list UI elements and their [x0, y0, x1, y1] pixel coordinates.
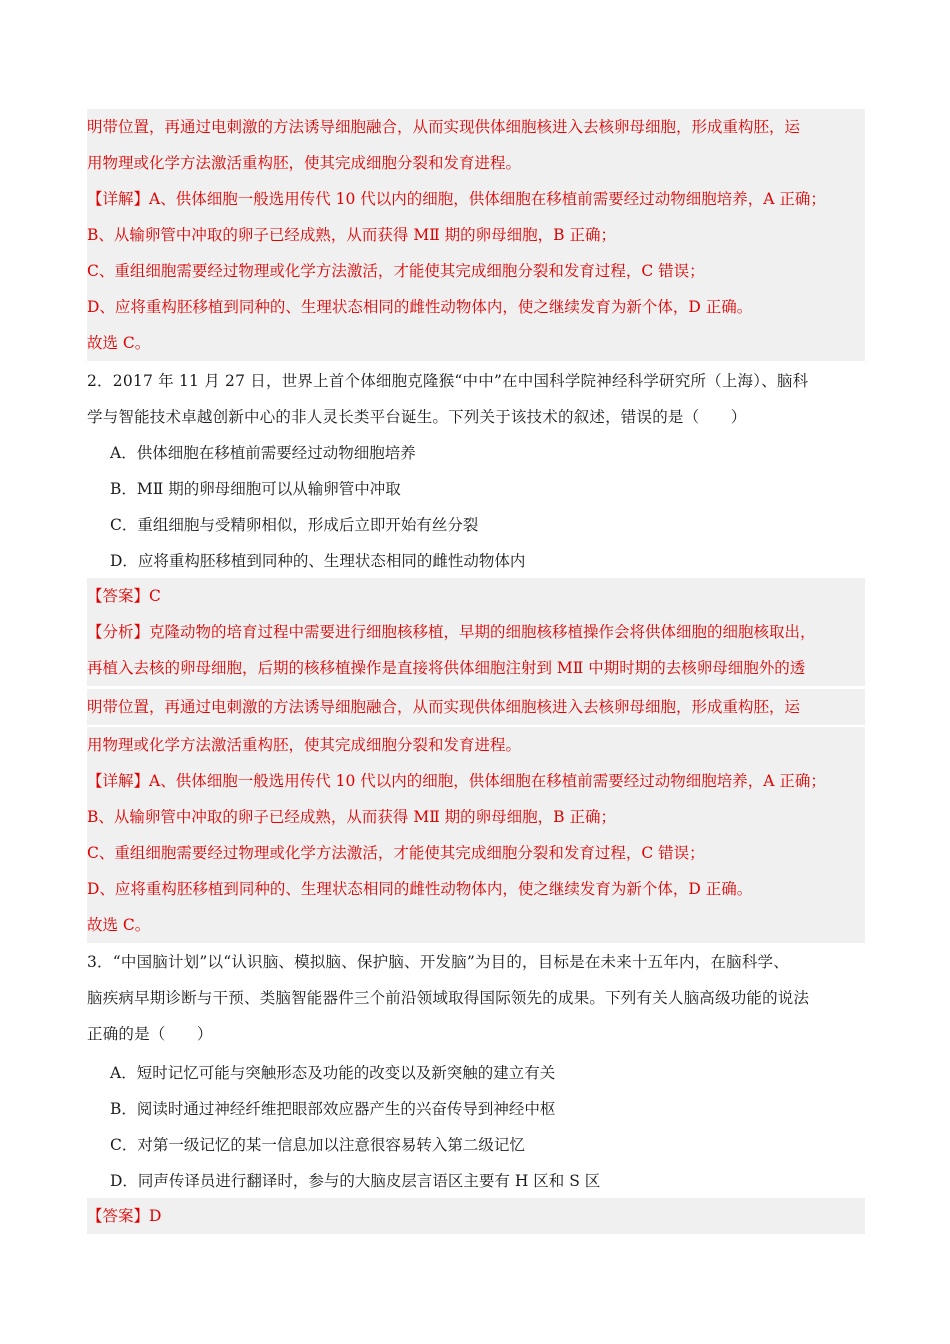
analysis-line: 再植入去核的卵母细胞，后期的核移植操作是直接将供体细胞注射到 MⅡ 中期时期的去核卵母细胞外的透: [87, 650, 865, 686]
analysis-line: 用物理或化学方法激活重构胚，使其完成细胞分裂和发育进程。: [87, 145, 865, 181]
detail-line: C、重组细胞需要经过物理或化学方法激活，才能使其完成细胞分裂和发育过程，C 错误；: [87, 835, 865, 871]
question-stem-line: 学与智能技术卓越创新中心的非人灵长类平台诞生。下列关于该技术的叙述，错误的是（ ）: [87, 408, 747, 426]
option-d: D．应将重构胚移植到同种的、生理状态相同的雌性动物体内: [110, 552, 526, 570]
question-stem-line: 脑疾病早期诊断与干预、类脑智能器件三个前沿领域取得国际领先的成果。下列有关人脑高级功能的说法: [87, 989, 810, 1007]
conclusion-line: 故选 C。: [87, 325, 865, 361]
option-b: B．阅读时通过神经纤维把眼部效应器产生的兴奋传导到神经中枢: [110, 1100, 556, 1118]
option-a: A．供体细胞在移植前需要经过动物细胞培养: [110, 444, 416, 462]
detail-line: 【详解】A、供体细胞一般选用传代 10 代以内的细胞，供体细胞在移植前需要经过动物细胞培养，A 正确；: [87, 763, 865, 799]
option-c: C．重组细胞与受精卵相似，形成后立即开始有丝分裂: [110, 516, 479, 534]
option-a: A．短时记忆可能与突触形态及功能的改变以及新突触的建立有关: [110, 1064, 556, 1082]
analysis-line: 用物理或化学方法激活重构胚，使其完成细胞分裂和发育进程。: [87, 727, 865, 763]
question-stem-line: 3．“中国脑计划”以“认识脑、模拟脑、保护脑、开发脑”为目的，目标是在未来十五年内，在脑科学、: [87, 953, 789, 971]
detail-line: 【详解】A、供体细胞一般选用传代 10 代以内的细胞，供体细胞在移植前需要经过动物细胞培养，A 正确；: [87, 181, 865, 217]
analysis-line: 明带位置，再通过电刺激的方法诱导细胞融合，从而实现供体细胞核进入去核卵母细胞，形成重构胚，运: [87, 109, 865, 145]
detail-line: D、应将重构胚移植到同种的、生理状态相同的雌性动物体内，使之继续发育为新个体，D 正确。: [87, 289, 865, 325]
option-b: B．MⅡ 期的卵母细胞可以从输卵管中冲取: [110, 480, 401, 498]
analysis-line: 【分析】克隆动物的培育过程中需要进行细胞核移植，早期的细胞核移植操作会将供体细胞的细胞核取出，: [87, 614, 865, 650]
answer-line: 【答案】D: [87, 1198, 865, 1234]
option-c: C．对第一级记忆的某一信息加以注意很容易转入第二级记忆: [110, 1136, 525, 1154]
answer-line: 【答案】C: [87, 578, 865, 614]
detail-line: C、重组细胞需要经过物理或化学方法激活，才能使其完成细胞分裂和发育过程，C 错误；: [87, 253, 865, 289]
option-d: D．同声传译员进行翻译时，参与的大脑皮层言语区主要有 H 区和 S 区: [110, 1172, 601, 1190]
conclusion-line: 故选 C。: [87, 907, 865, 943]
analysis-line: 明带位置，再通过电刺激的方法诱导细胞融合，从而实现供体细胞核进入去核卵母细胞，形成重构胚，运: [87, 689, 865, 725]
detail-line: B、从输卵管中冲取的卵子已经成熟，从而获得 MⅡ 期的卵母细胞，B 正确；: [87, 799, 865, 835]
detail-line: D、应将重构胚移植到同种的、生理状态相同的雌性动物体内，使之继续发育为新个体，D 正确。: [87, 871, 865, 907]
detail-line: B、从输卵管中冲取的卵子已经成熟，从而获得 MⅡ 期的卵母细胞，B 正确；: [87, 217, 865, 253]
question-stem-line: 2．2017 年 11 月 27 日，世界上首个体细胞克隆猴“中中”在中国科学院神经科学研究所（上海）、脑科: [87, 372, 809, 390]
question-stem-line: 正确的是（ ）: [87, 1025, 213, 1043]
